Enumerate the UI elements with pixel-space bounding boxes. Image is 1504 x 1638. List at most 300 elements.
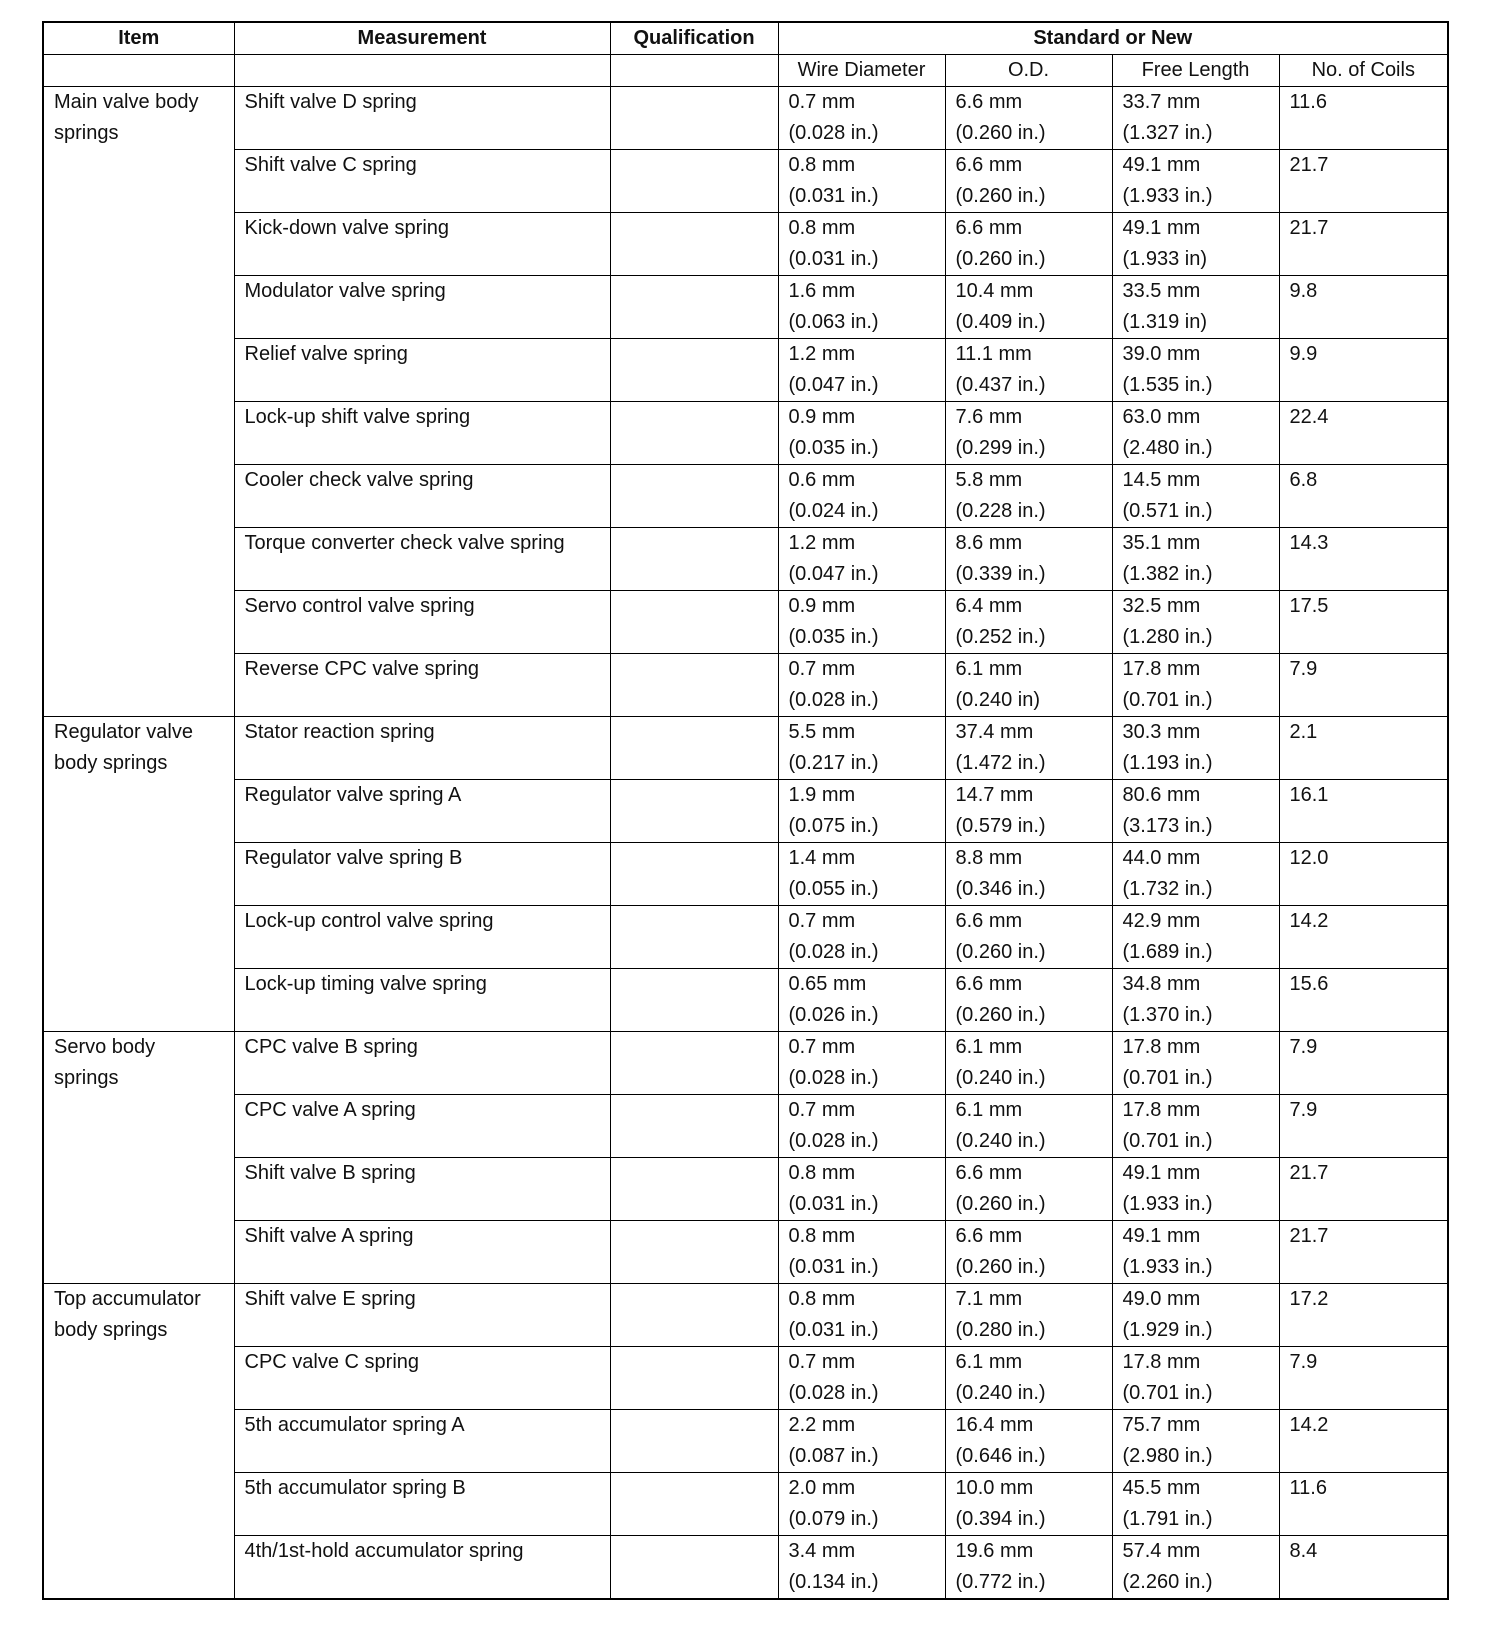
wire-diameter-cell bbox=[778, 402, 945, 465]
table-row bbox=[43, 87, 1448, 150]
imperial-value: (1.535 in.) bbox=[1122, 374, 1213, 396]
table-row bbox=[43, 591, 1448, 654]
coils-cell: 15.6 bbox=[1279, 969, 1448, 1032]
imperial-value: (0.035 in.) bbox=[788, 437, 879, 459]
table-row bbox=[43, 717, 1448, 780]
metric-value: 0.65 mm bbox=[788, 973, 867, 995]
free-length-cell bbox=[1112, 906, 1279, 969]
table-row bbox=[43, 150, 1448, 213]
metric-value: 6.1 mm bbox=[955, 1351, 1023, 1373]
coils-cell: 21.7 bbox=[1279, 1158, 1448, 1221]
header-measurement: Measurement bbox=[234, 22, 610, 55]
header-free-length: Free Length bbox=[1112, 55, 1279, 87]
od-cell bbox=[945, 1032, 1112, 1095]
metric-value: 6.6 mm bbox=[955, 154, 1023, 176]
coils-cell: 6.8 bbox=[1279, 465, 1448, 528]
table-row bbox=[43, 969, 1448, 1032]
table-row bbox=[43, 1473, 1448, 1536]
imperial-value: (1.933 in.) bbox=[1122, 1256, 1213, 1278]
measurement-cell: CPC valve C spring bbox=[234, 1347, 610, 1410]
measurement-cell: 5th accumulator spring B bbox=[234, 1473, 610, 1536]
wire-diameter-cell bbox=[778, 654, 945, 717]
measurement-cell: Shift valve D spring bbox=[234, 87, 610, 150]
imperial-value: (0.701 in.) bbox=[1122, 689, 1213, 711]
wire-diameter-cell bbox=[778, 276, 945, 339]
qualification-cell bbox=[610, 1284, 778, 1347]
free-length-cell bbox=[1112, 654, 1279, 717]
od-cell bbox=[945, 1536, 1112, 1600]
free-length-cell bbox=[1112, 276, 1279, 339]
imperial-value: (2.480 in.) bbox=[1122, 437, 1213, 459]
table-row bbox=[43, 906, 1448, 969]
wire-diameter-cell bbox=[778, 843, 945, 906]
metric-value: 35.1 mm bbox=[1122, 532, 1201, 554]
coils-cell: 17.5 bbox=[1279, 591, 1448, 654]
wire-diameter-cell bbox=[778, 150, 945, 213]
imperial-value: (3.173 in.) bbox=[1122, 815, 1213, 837]
table-row bbox=[43, 1095, 1448, 1158]
imperial-value: (1.319 in) bbox=[1122, 311, 1207, 333]
metric-value: 6.6 mm bbox=[955, 1225, 1023, 1247]
wire-diameter-cell bbox=[778, 1473, 945, 1536]
wire-diameter-cell bbox=[778, 465, 945, 528]
od-cell bbox=[945, 1158, 1112, 1221]
metric-value: 0.8 mm bbox=[788, 1162, 856, 1184]
imperial-value: (0.701 in.) bbox=[1122, 1382, 1213, 1404]
measurement-cell: Shift valve B spring bbox=[234, 1158, 610, 1221]
imperial-value: (0.047 in.) bbox=[788, 563, 879, 585]
metric-value: 0.9 mm bbox=[788, 595, 856, 617]
imperial-value: (0.063 in.) bbox=[788, 311, 879, 333]
metric-value: 8.8 mm bbox=[955, 847, 1023, 869]
imperial-value: (0.260 in.) bbox=[955, 1193, 1046, 1215]
imperial-value: (0.346 in.) bbox=[955, 878, 1046, 900]
metric-value: 33.5 mm bbox=[1122, 280, 1201, 302]
coils-cell: 11.6 bbox=[1279, 87, 1448, 150]
imperial-value: (0.240 in.) bbox=[955, 1067, 1046, 1089]
header-blank bbox=[43, 55, 234, 87]
measurement-cell: Lock-up timing valve spring bbox=[234, 969, 610, 1032]
metric-value: 0.8 mm bbox=[788, 154, 856, 176]
imperial-value: (0.031 in.) bbox=[788, 1193, 879, 1215]
free-length-cell bbox=[1112, 717, 1279, 780]
imperial-value: (1.933 in.) bbox=[1122, 185, 1213, 207]
measurement-cell: Reverse CPC valve spring bbox=[234, 654, 610, 717]
coils-cell: 22.4 bbox=[1279, 402, 1448, 465]
od-cell bbox=[945, 1410, 1112, 1473]
measurement-cell: Shift valve E spring bbox=[234, 1284, 610, 1347]
free-length-cell bbox=[1112, 1473, 1279, 1536]
imperial-value: (0.028 in.) bbox=[788, 941, 879, 963]
coils-cell: 9.8 bbox=[1279, 276, 1448, 339]
table-row bbox=[43, 843, 1448, 906]
table-row bbox=[43, 213, 1448, 276]
imperial-value: (0.075 in.) bbox=[788, 815, 879, 837]
free-length-cell bbox=[1112, 1221, 1279, 1284]
coils-cell: 2.1 bbox=[1279, 717, 1448, 780]
od-cell bbox=[945, 402, 1112, 465]
coils-cell: 14.2 bbox=[1279, 906, 1448, 969]
qualification-cell bbox=[610, 1158, 778, 1221]
metric-value: 17.8 mm bbox=[1122, 1099, 1201, 1121]
imperial-value: (1.327 in.) bbox=[1122, 122, 1213, 144]
imperial-value: (1.689 in.) bbox=[1122, 941, 1213, 963]
free-length-cell bbox=[1112, 87, 1279, 150]
header-no-of-coils: No. of Coils bbox=[1279, 55, 1448, 87]
measurement-cell: Regulator valve spring B bbox=[234, 843, 610, 906]
metric-value: 0.7 mm bbox=[788, 91, 856, 113]
coils-cell: 14.3 bbox=[1279, 528, 1448, 591]
metric-value: 6.4 mm bbox=[955, 595, 1023, 617]
metric-value: 63.0 mm bbox=[1122, 406, 1201, 428]
imperial-value: (0.409 in.) bbox=[955, 311, 1046, 333]
qualification-cell bbox=[610, 339, 778, 402]
free-length-cell bbox=[1112, 339, 1279, 402]
measurement-cell: CPC valve A spring bbox=[234, 1095, 610, 1158]
imperial-value: (0.571 in.) bbox=[1122, 500, 1213, 522]
imperial-value: (0.026 in.) bbox=[788, 1004, 879, 1026]
table-row bbox=[43, 654, 1448, 717]
imperial-value: (0.028 in.) bbox=[788, 689, 879, 711]
metric-value: 0.6 mm bbox=[788, 469, 856, 491]
coils-cell: 8.4 bbox=[1279, 1536, 1448, 1600]
metric-value: 2.2 mm bbox=[788, 1414, 856, 1436]
free-length-cell bbox=[1112, 402, 1279, 465]
wire-diameter-cell bbox=[778, 1095, 945, 1158]
qualification-cell bbox=[610, 276, 778, 339]
coils-cell: 7.9 bbox=[1279, 1095, 1448, 1158]
qualification-cell bbox=[610, 213, 778, 276]
metric-value: 1.6 mm bbox=[788, 280, 856, 302]
table-row bbox=[43, 402, 1448, 465]
metric-value: 0.7 mm bbox=[788, 1099, 856, 1121]
imperial-value: (0.260 in.) bbox=[955, 122, 1046, 144]
metric-value: 0.8 mm bbox=[788, 217, 856, 239]
metric-value: 8.6 mm bbox=[955, 532, 1023, 554]
wire-diameter-cell bbox=[778, 1284, 945, 1347]
table-row bbox=[43, 780, 1448, 843]
spring-specifications-table bbox=[42, 21, 1449, 1600]
measurement-cell: Relief valve spring bbox=[234, 339, 610, 402]
wire-diameter-cell bbox=[778, 528, 945, 591]
measurement-cell: Cooler check valve spring bbox=[234, 465, 610, 528]
metric-value: 16.4 mm bbox=[955, 1414, 1034, 1436]
item-group-cell: Regulator valve body springs bbox=[43, 717, 234, 1032]
table-row bbox=[43, 339, 1448, 402]
table-row bbox=[43, 1536, 1448, 1600]
od-cell bbox=[945, 276, 1112, 339]
free-length-cell bbox=[1112, 780, 1279, 843]
qualification-cell bbox=[610, 591, 778, 654]
measurement-cell: 5th accumulator spring A bbox=[234, 1410, 610, 1473]
imperial-value: (0.047 in.) bbox=[788, 374, 879, 396]
imperial-value: (0.437 in.) bbox=[955, 374, 1046, 396]
wire-diameter-cell bbox=[778, 1536, 945, 1600]
measurement-cell: Servo control valve spring bbox=[234, 591, 610, 654]
metric-value: 7.1 mm bbox=[955, 1288, 1023, 1310]
metric-value: 6.1 mm bbox=[955, 1036, 1023, 1058]
qualification-cell bbox=[610, 969, 778, 1032]
qualification-cell bbox=[610, 843, 778, 906]
metric-value: 49.1 mm bbox=[1122, 154, 1201, 176]
imperial-value: (1.933 in.) bbox=[1122, 1193, 1213, 1215]
wire-diameter-cell bbox=[778, 1221, 945, 1284]
header-blank bbox=[234, 55, 610, 87]
imperial-value: (0.260 in.) bbox=[955, 248, 1046, 270]
metric-value: 30.3 mm bbox=[1122, 721, 1201, 743]
free-length-cell bbox=[1112, 1410, 1279, 1473]
imperial-value: (0.079 in.) bbox=[788, 1508, 879, 1530]
imperial-value: (0.028 in.) bbox=[788, 1130, 879, 1152]
od-cell bbox=[945, 1347, 1112, 1410]
coils-cell: 7.9 bbox=[1279, 1032, 1448, 1095]
od-cell bbox=[945, 1284, 1112, 1347]
qualification-cell bbox=[610, 1095, 778, 1158]
metric-value: 6.1 mm bbox=[955, 658, 1023, 680]
od-cell bbox=[945, 1095, 1112, 1158]
header-wire-diameter: Wire Diameter bbox=[778, 55, 945, 87]
imperial-value: (0.339 in.) bbox=[955, 563, 1046, 585]
metric-value: 19.6 mm bbox=[955, 1540, 1034, 1562]
coils-cell: 21.7 bbox=[1279, 213, 1448, 276]
metric-value: 5.5 mm bbox=[788, 721, 856, 743]
item-group-cell: Main valve body springs bbox=[43, 87, 234, 717]
imperial-value: (0.280 in.) bbox=[955, 1319, 1046, 1341]
imperial-value: (1.193 in.) bbox=[1122, 752, 1213, 774]
imperial-value: (1.933 in) bbox=[1122, 248, 1207, 270]
qualification-cell bbox=[610, 1221, 778, 1284]
metric-value: 0.7 mm bbox=[788, 658, 856, 680]
metric-value: 0.8 mm bbox=[788, 1225, 856, 1247]
od-cell bbox=[945, 528, 1112, 591]
metric-value: 0.7 mm bbox=[788, 1036, 856, 1058]
metric-value: 49.0 mm bbox=[1122, 1288, 1201, 1310]
metric-value: 32.5 mm bbox=[1122, 595, 1201, 617]
metric-value: 1.4 mm bbox=[788, 847, 856, 869]
imperial-value: (0.028 in.) bbox=[788, 122, 879, 144]
measurement-cell: Regulator valve spring A bbox=[234, 780, 610, 843]
imperial-value: (0.031 in.) bbox=[788, 248, 879, 270]
coils-cell: 11.6 bbox=[1279, 1473, 1448, 1536]
coils-cell: 21.7 bbox=[1279, 1221, 1448, 1284]
metric-value: 14.5 mm bbox=[1122, 469, 1201, 491]
imperial-value: (0.024 in.) bbox=[788, 500, 879, 522]
measurement-cell: Kick-down valve spring bbox=[234, 213, 610, 276]
imperial-value: (1.732 in.) bbox=[1122, 878, 1213, 900]
free-length-cell bbox=[1112, 1284, 1279, 1347]
imperial-value: (0.087 in.) bbox=[788, 1445, 879, 1467]
imperial-value: (0.646 in.) bbox=[955, 1445, 1046, 1467]
coils-cell: 7.9 bbox=[1279, 1347, 1448, 1410]
wire-diameter-cell bbox=[778, 780, 945, 843]
metric-value: 0.9 mm bbox=[788, 406, 856, 428]
free-length-cell bbox=[1112, 150, 1279, 213]
od-cell bbox=[945, 717, 1112, 780]
imperial-value: (0.299 in.) bbox=[955, 437, 1046, 459]
metric-value: 42.9 mm bbox=[1122, 910, 1201, 932]
metric-value: 1.2 mm bbox=[788, 532, 856, 554]
imperial-value: (0.028 in.) bbox=[788, 1067, 879, 1089]
imperial-value: (0.031 in.) bbox=[788, 185, 879, 207]
imperial-value: (0.028 in.) bbox=[788, 1382, 879, 1404]
table-row bbox=[43, 465, 1448, 528]
coils-cell: 14.2 bbox=[1279, 1410, 1448, 1473]
table-row bbox=[43, 528, 1448, 591]
measurement-cell: Shift valve C spring bbox=[234, 150, 610, 213]
coils-cell: 17.2 bbox=[1279, 1284, 1448, 1347]
od-cell bbox=[945, 465, 1112, 528]
imperial-value: (0.035 in.) bbox=[788, 626, 879, 648]
imperial-value: (0.260 in.) bbox=[955, 1004, 1046, 1026]
imperial-value: (1.280 in.) bbox=[1122, 626, 1213, 648]
measurement-cell: Stator reaction spring bbox=[234, 717, 610, 780]
wire-diameter-cell bbox=[778, 339, 945, 402]
metric-value: 6.6 mm bbox=[955, 973, 1023, 995]
metric-value: 6.6 mm bbox=[955, 91, 1023, 113]
measurement-cell: Shift valve A spring bbox=[234, 1221, 610, 1284]
imperial-value: (0.252 in.) bbox=[955, 626, 1046, 648]
imperial-value: (0.772 in.) bbox=[955, 1571, 1046, 1593]
measurement-cell: Lock-up shift valve spring bbox=[234, 402, 610, 465]
metric-value: 34.8 mm bbox=[1122, 973, 1201, 995]
metric-value: 10.0 mm bbox=[955, 1477, 1034, 1499]
qualification-cell bbox=[610, 1473, 778, 1536]
od-cell bbox=[945, 213, 1112, 276]
imperial-value: (0.260 in.) bbox=[955, 1256, 1046, 1278]
imperial-value: (2.260 in.) bbox=[1122, 1571, 1213, 1593]
table-row bbox=[43, 1410, 1448, 1473]
qualification-cell bbox=[610, 1032, 778, 1095]
od-cell bbox=[945, 969, 1112, 1032]
metric-value: 11.1 mm bbox=[955, 343, 1032, 365]
qualification-cell bbox=[610, 528, 778, 591]
free-length-cell bbox=[1112, 1347, 1279, 1410]
qualification-cell bbox=[610, 717, 778, 780]
metric-value: 6.6 mm bbox=[955, 217, 1023, 239]
qualification-cell bbox=[610, 87, 778, 150]
imperial-value: (0.260 in.) bbox=[955, 185, 1046, 207]
imperial-value: (0.240 in.) bbox=[955, 1130, 1046, 1152]
metric-value: 80.6 mm bbox=[1122, 784, 1201, 806]
free-length-cell bbox=[1112, 1032, 1279, 1095]
od-cell bbox=[945, 339, 1112, 402]
metric-value: 37.4 mm bbox=[955, 721, 1034, 743]
header-od: O.D. bbox=[945, 55, 1112, 87]
imperial-value: (0.055 in.) bbox=[788, 878, 879, 900]
imperial-value: (0.701 in.) bbox=[1122, 1130, 1213, 1152]
free-length-cell bbox=[1112, 213, 1279, 276]
metric-value: 49.1 mm bbox=[1122, 217, 1201, 239]
free-length-cell bbox=[1112, 591, 1279, 654]
measurement-cell: Modulator valve spring bbox=[234, 276, 610, 339]
coils-cell: 12.0 bbox=[1279, 843, 1448, 906]
metric-value: 49.1 mm bbox=[1122, 1225, 1201, 1247]
metric-value: 7.6 mm bbox=[955, 406, 1023, 428]
metric-value: 1.9 mm bbox=[788, 784, 856, 806]
metric-value: 49.1 mm bbox=[1122, 1162, 1201, 1184]
wire-diameter-cell bbox=[778, 1410, 945, 1473]
metric-value: 0.7 mm bbox=[788, 1351, 856, 1373]
wire-diameter-cell bbox=[778, 1158, 945, 1221]
imperial-value: (0.260 in.) bbox=[955, 941, 1046, 963]
wire-diameter-cell bbox=[778, 969, 945, 1032]
metric-value: 0.7 mm bbox=[788, 910, 856, 932]
qualification-cell bbox=[610, 1347, 778, 1410]
metric-value: 5.8 mm bbox=[955, 469, 1023, 491]
metric-value: 10.4 mm bbox=[955, 280, 1034, 302]
coils-cell: 16.1 bbox=[1279, 780, 1448, 843]
coils-cell: 7.9 bbox=[1279, 654, 1448, 717]
measurement-cell: Lock-up control valve spring bbox=[234, 906, 610, 969]
table-body bbox=[43, 87, 1448, 1600]
metric-value: 6.6 mm bbox=[955, 910, 1023, 932]
qualification-cell bbox=[610, 402, 778, 465]
table-row bbox=[43, 1032, 1448, 1095]
header-blank bbox=[610, 55, 778, 87]
free-length-cell bbox=[1112, 969, 1279, 1032]
metric-value: 33.7 mm bbox=[1122, 91, 1201, 113]
free-length-cell bbox=[1112, 465, 1279, 528]
metric-value: 6.6 mm bbox=[955, 1162, 1023, 1184]
header-item: Item bbox=[43, 22, 234, 55]
qualification-cell bbox=[610, 780, 778, 843]
table-row bbox=[43, 1221, 1448, 1284]
wire-diameter-cell bbox=[778, 87, 945, 150]
qualification-cell bbox=[610, 1410, 778, 1473]
table-row bbox=[43, 1284, 1448, 1347]
imperial-value: (0.031 in.) bbox=[788, 1256, 879, 1278]
od-cell bbox=[945, 906, 1112, 969]
metric-value: 14.7 mm bbox=[955, 784, 1034, 806]
imperial-value: (1.472 in.) bbox=[955, 752, 1046, 774]
imperial-value: (0.228 in.) bbox=[955, 500, 1046, 522]
imperial-value: (1.382 in.) bbox=[1122, 563, 1213, 585]
od-cell bbox=[945, 87, 1112, 150]
qualification-cell bbox=[610, 150, 778, 213]
metric-value: 1.2 mm bbox=[788, 343, 856, 365]
metric-value: 3.4 mm bbox=[788, 1540, 856, 1562]
qualification-cell bbox=[610, 465, 778, 528]
imperial-value: (0.240 in.) bbox=[955, 1382, 1046, 1404]
metric-value: 75.7 mm bbox=[1122, 1414, 1201, 1436]
coils-cell: 9.9 bbox=[1279, 339, 1448, 402]
item-group-cell: Top accumulator body springs bbox=[43, 1284, 234, 1600]
metric-value: 0.8 mm bbox=[788, 1288, 856, 1310]
wire-diameter-cell bbox=[778, 1032, 945, 1095]
item-group-cell: Servo body springs bbox=[43, 1032, 234, 1284]
metric-value: 6.1 mm bbox=[955, 1099, 1023, 1121]
wire-diameter-cell bbox=[778, 591, 945, 654]
header-qualification: Qualification bbox=[610, 22, 778, 55]
wire-diameter-cell bbox=[778, 906, 945, 969]
metric-value: 17.8 mm bbox=[1122, 1036, 1201, 1058]
imperial-value: (0.394 in.) bbox=[955, 1508, 1046, 1530]
od-cell bbox=[945, 150, 1112, 213]
imperial-value: (0.240 in) bbox=[955, 689, 1040, 711]
imperial-value: (2.980 in.) bbox=[1122, 1445, 1213, 1467]
free-length-cell bbox=[1112, 1536, 1279, 1600]
imperial-value: (0.031 in.) bbox=[788, 1319, 879, 1341]
metric-value: 17.8 mm bbox=[1122, 1351, 1201, 1373]
imperial-value: (1.370 in.) bbox=[1122, 1004, 1213, 1026]
qualification-cell bbox=[610, 654, 778, 717]
imperial-value: (0.701 in.) bbox=[1122, 1067, 1213, 1089]
qualification-cell bbox=[610, 906, 778, 969]
wire-diameter-cell bbox=[778, 717, 945, 780]
free-length-cell bbox=[1112, 843, 1279, 906]
imperial-value: (0.134 in.) bbox=[788, 1571, 879, 1593]
od-cell bbox=[945, 780, 1112, 843]
